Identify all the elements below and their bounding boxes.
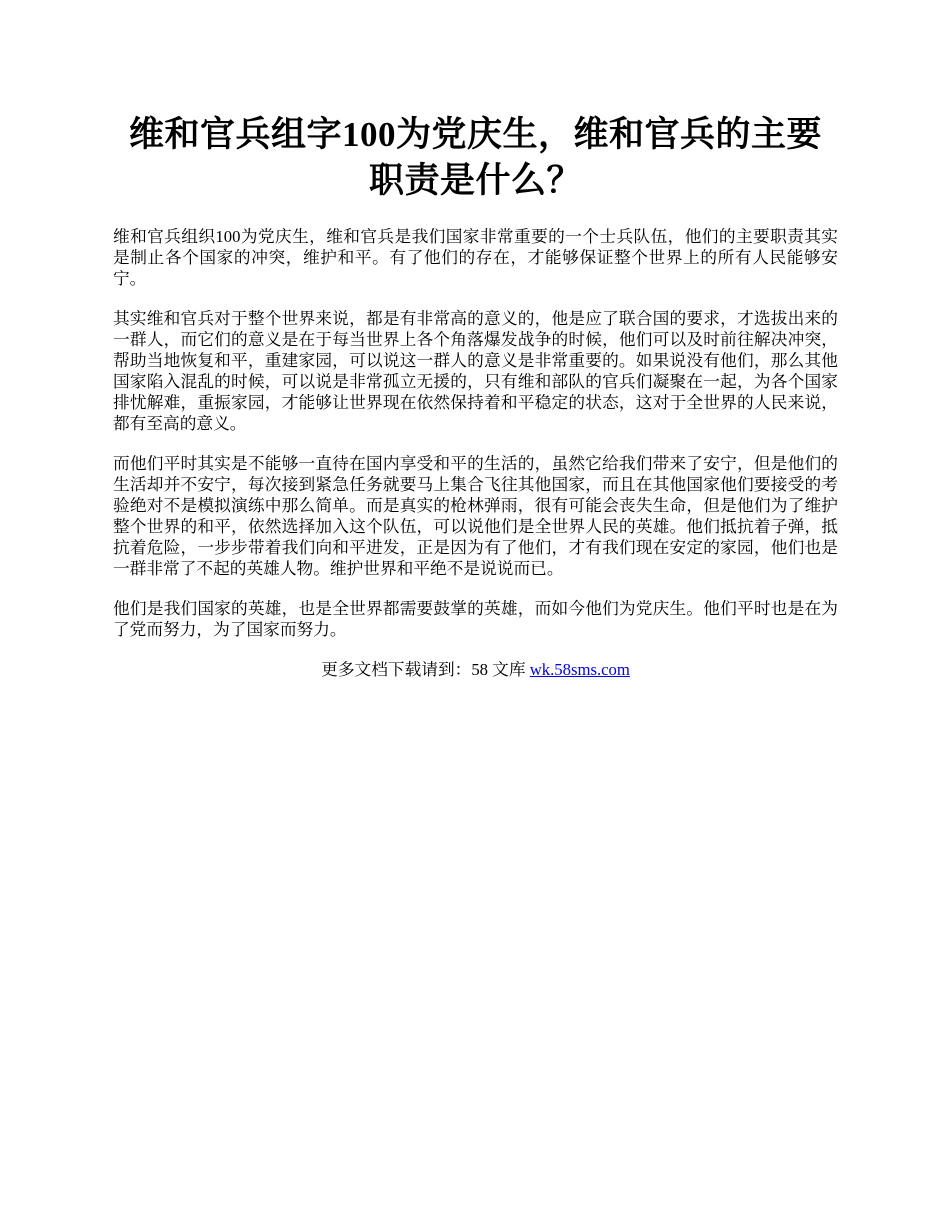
paragraph-2: 其实维和官兵对于整个世界来说，都是有非常高的意义的，他是应了联合国的要求，才选拔出来的一群人，而它们的意义是在于每当世界上各个角落爆发战争的时候，他们可以及时前往解决冲突，帮助当地恢复和平，重建家园，可以说这一群人的意义是非常重要的。如果说没有他们，那么其他国家陷入混乱的时候，可以说是非常孤立无援的，只有维和部队的官兵们凝聚在一起，为各个国家排忧解难，重振家园，才能够让世界现在依然保持着和平稳定的状态，这对于全世界的人民来说，都有至高的意义。 bbox=[113, 309, 838, 433]
paragraph-4: 他们是我们国家的英雄，也是全世界都需要鼓掌的英雄，而如今他们为党庆生。他们平时也是在为了党而努力，为了国家而努力。 bbox=[113, 599, 838, 639]
download-footer bbox=[113, 659, 838, 680]
document-title: 维和官兵组字100为党庆生，维和官兵的主要职责是什么？ bbox=[128, 115, 822, 200]
footer-link[interactable]: wk.58sms.com bbox=[529, 660, 630, 679]
paragraph-1: 维和官兵组织100为党庆生，维和官兵是我们国家非常重要的一个士兵队伍，他们的主要职责其实是制止各个国家的冲突，维护和平。有了他们的存在，才能够保证整个世界上的所有人民能够安宁。 bbox=[113, 227, 838, 288]
document-page bbox=[113, 112, 838, 680]
paragraph-3: 而他们平时其实是不能够一直待在国内享受和平的生活的，虽然它给我们带来了安宁，但是他们的生活却并不安宁，每次接到紧急任务就要马上集合飞往其他国家，而且在其他国家他们要接受的考验绝对不是模拟演练中那么简单。而是真实的枪林弹雨，很有可能会丧失生命，但是他们为了维护整个世界的和平，依然选择加入这个队伍，可以说他们是全世界人民的英雄。他们抵抗着子弹，抵抗着危险，一步步带着我们向和平进发，正是因为有了他们，才有我们现在安定的家园，他们也是一群非常了不起的英雄人物。维护世界和平绝不是说说而已。 bbox=[113, 454, 838, 578]
footer-text: 更多文档下载请到：58 文库 bbox=[321, 660, 530, 679]
document-body bbox=[113, 226, 838, 640]
